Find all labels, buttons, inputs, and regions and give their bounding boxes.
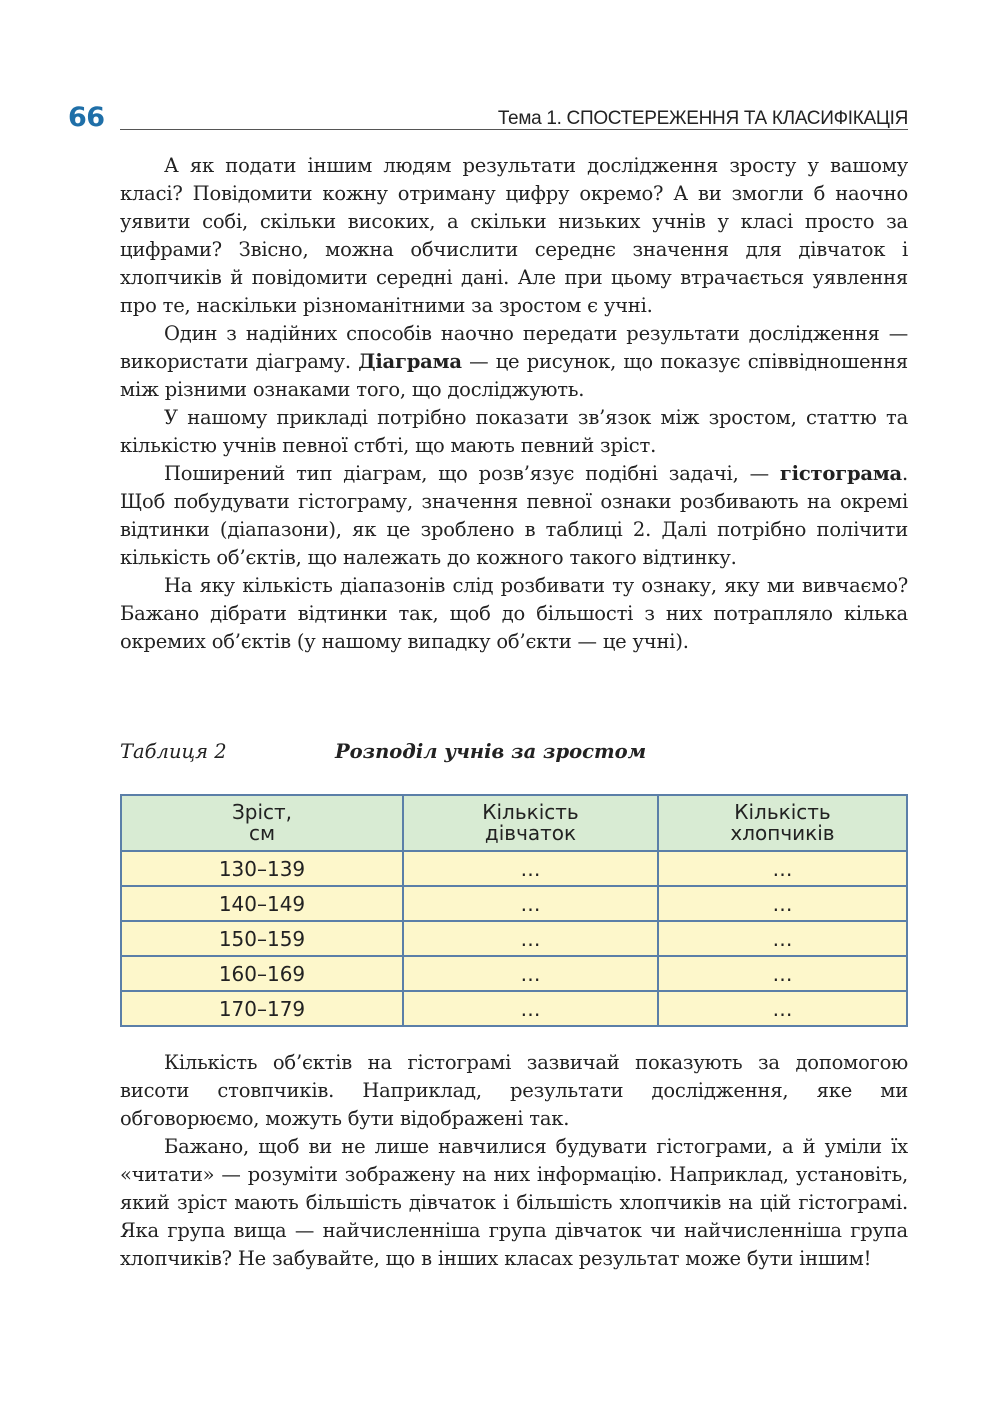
header-boys-count: Кількість хлопчиків xyxy=(658,795,907,851)
table-row xyxy=(121,851,907,886)
header-girls-count: Кількість дівчаток xyxy=(403,795,658,851)
height-range-cell: 160–169 xyxy=(121,956,403,991)
paragraph-5: На яку кількість діапазонів слід розбивати ту ознаку, яку ми вивчаємо? Бажано дібрати відтинки так, щоб до більшості з них потрапляло кілька окремих об’єктів (у нашому випадку об’єкти — це учні). xyxy=(120,574,908,653)
height-range-cell: 140–149 xyxy=(121,886,403,921)
table-title: Розподіл учнів за зростом xyxy=(335,740,647,763)
table-row xyxy=(121,991,907,1026)
girls-count-cell: … xyxy=(403,886,658,921)
girls-count-cell: … xyxy=(403,851,658,886)
boys-count-cell: … xyxy=(658,956,907,991)
paragraph-3: У нашому прикладі потрібно показати зв’язок між зростом, статтю та кількістю учнів певної стбті, що мають певний зріст. xyxy=(120,406,908,457)
table-row xyxy=(121,886,907,921)
body-text-bottom xyxy=(120,1049,908,1273)
table-label: Таблиця 2 xyxy=(120,740,227,763)
paragraph-1: А як подати іншим людям результати дослідження зросту у вашому класі? Повідомити кожну отриману цифру окремо? А ви змогли б наочно уявити собі, скільки високих, а скільки низьких учнів у класі просто за цифрами? Звісно, можна обчислити середнє значення для дівчаток і хлопчиків й повідомити середні дані. Але при цьому втрачається уявлення про те, наскільки різноманітними за зростом є учні. xyxy=(120,154,908,317)
paragraph-4-start: Поширений тип діаграм, що розв’язує подібні задачі, — xyxy=(164,462,780,485)
term-diagram: Діаграма xyxy=(358,350,462,373)
table-row xyxy=(121,921,907,956)
boys-count-cell: … xyxy=(658,991,907,1026)
paragraph-6: Кількість об’єктів на гістограмі зазвичай показують за допомогою висоти стовпчиків. Наприклад, результати дослідження, яке ми обговорюємо, можуть бути відображені так. xyxy=(120,1051,908,1130)
term-histogram: гістограма xyxy=(779,462,902,485)
table-caption xyxy=(120,740,908,770)
table-header-row xyxy=(121,795,907,851)
table-row xyxy=(121,956,907,991)
paragraph-2 xyxy=(120,320,908,404)
paragraph-4-end: . Щоб побудувати гістограму, значення певної ознаки розбивають на окремі відтинки (діапазони), як це зроблено в таблиці 2. Далі потрібно полічити кількість об’єктів, що належать до кожного такого відтинку. xyxy=(120,462,908,569)
paragraph-7: Бажано, щоб ви не лише навчилися будувати гістограми, а й уміли їх «читати» — розуміти зображену на них інформацію. Наприклад, установіть, який зріст мають більшість дівчаток і більшість хлопчиків на цій гістограмі. Яка група вища — найчисленніша група дівчаток чи найчисленніша група хлопчиків? Не забувайте, що в інших класах результат може бути іншим! xyxy=(120,1135,908,1270)
girls-count-cell: … xyxy=(403,921,658,956)
body-text-top xyxy=(120,152,908,656)
paragraph-2-start: Один з надійних способів наочно передати результати дослідження — використати діаграму. xyxy=(120,322,908,373)
boys-count-cell: … xyxy=(658,921,907,956)
height-range-cell: 130–139 xyxy=(121,851,403,886)
page-header xyxy=(68,100,908,140)
paragraph-2-end: — це рисунок, що показує співвідношення між різними ознаками того, що досліджують. xyxy=(120,350,908,401)
header-height: Зріст, см xyxy=(121,795,403,851)
girls-count-cell: … xyxy=(403,991,658,1026)
paragraph-4 xyxy=(120,460,908,572)
height-range-cell: 150–159 xyxy=(121,921,403,956)
height-range-cell: 170–179 xyxy=(121,991,403,1026)
page-number: 66 xyxy=(68,102,105,133)
boys-count-cell: … xyxy=(658,851,907,886)
running-title: Тема 1. СПОСТЕРЕЖЕННЯ ТА КЛАСИФІКАЦІЯ xyxy=(497,108,908,129)
boys-count-cell: … xyxy=(658,886,907,921)
girls-count-cell: … xyxy=(403,956,658,991)
height-distribution-table xyxy=(120,794,908,1027)
